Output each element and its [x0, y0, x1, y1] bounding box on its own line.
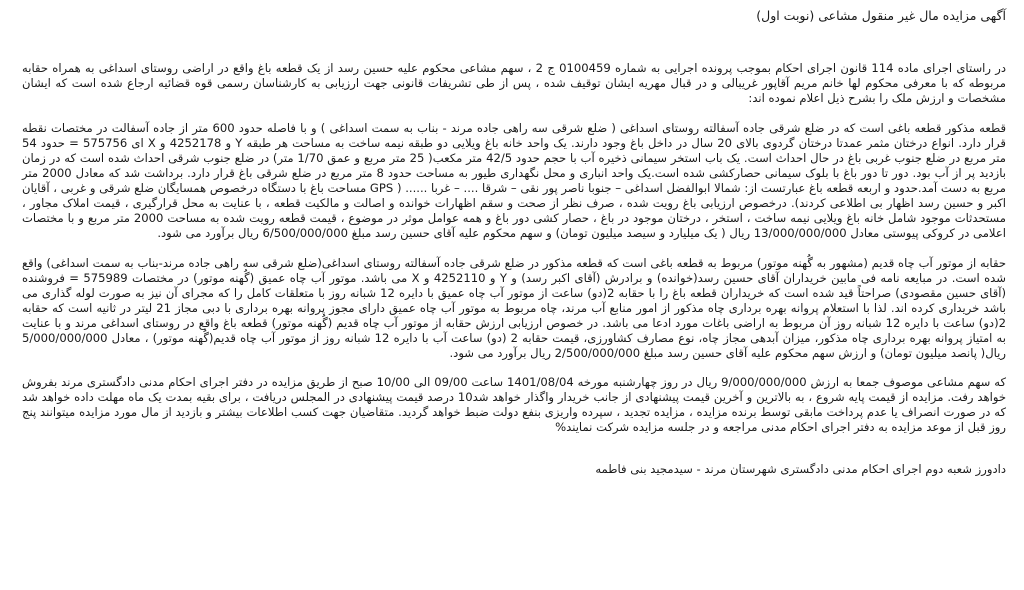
- notice-title: آگهی مزایده مال غیر منقول مشاعی (نوبت اول): [756, 8, 1006, 23]
- auction-terms-paragraph: که سهم مشاعی موصوف جمعا به ارزش 9/000/000/000 ریال در روز چهارشنبه مورخه 1401/08/04 ساعت 09/00 الی 10/00 صبح از طریق مزایده در دفتر اجرای احکام مدنی دادگستری مرند بفروش خواهد رفت. مزایده از قیمت پایه شروع ، به بالاترین و آخرین قیمت پیشنهادی از جانب خریدار واگذار خواهد شد10 درصد قیمت پیشنهادی در المجلس دریافت ، برای بقیه بمدت یک ماه مهلت داده خواهد شد که در صورت انصراف یا عدم پرداخت مابقی توسط برنده مزایده ، مزایده تجدید ، سپرده واریزی بنفع دولت ضبط خواهد گردید. متقاضیان جهت کسب اطلاعات بیشتر و بازدید از مال مورد مزایده میتوانند پنج روز قبل از موعد مزایده به دفتر اجرای احکام مدنی مراجعه و در جلسه مزایده شرکت نمایند%: [22, 375, 1006, 434]
- intro-paragraph: در راستای اجرای ماده 114 قانون اجرای احکام بموجب پرونده اجرایی به شماره 0100459 ج 2 ، سهم مشاعی محکوم علیه حسین رسد از یک قطعه باغ واقع در اراضی روستای اسداغی به همراه حقابه مربوطه که با معرفی محکوم لها خانم مریم آقاپور غریبالی و در قبال مهریه ایشان توقیف شده ، پس از طی تشریفات قانونی جهت ارزیابی به کارشناسان رسمی قوه قضائیه ارجاع شده است که ایشان مشخصات و ارزش ملک را بشرح ذیل اعلام نموده اند:: [22, 61, 1006, 105]
- property-description-paragraph: قطعه مذکور قطعه باغی است که در ضلع شرقی جاده آسفالته روستای اسداغی ( ضلع شرقی سه راهی جاده مرند - بناب به سمت اسداغی ) و با فاصله حدود 600 متر از جاده آسفالت در مختصات نقطه قرار دارد. انواع درختان مثمر عمدتا درختان گردوی بالای 20 سال در داخل باغ وجود دارند. یک واحد خانه باغ ویلایی دو طبقه نیمه ساخت به مساحت هر طبقه Y و 4252178 و X ای 575756 = حدود 54 متر مربع در ضلع جنوب غربی باغ در حال احداث است. یک باب استخر سیمانی ذخیره آب با حجم حدود 42/5 متر مکعب( 25 متر مربع و عمق 1/70 متر) در ضلع جنوب شرقی احداث شده است که در زمان بازدید پر از آب بود. دور تا دور باغ با بلوک سیمانی حصارکشی شده است.یک واحد انباری و محل نگهداری طیور به مساحت حدود 8 متر مربع در ضلع شرقی باغ قرار دارد. برداشت شد که معادل 2000 متر مربع به دست آمد.حدود و اربعه قطعه باغ عبارتست از: شمالا ابوالفضل اسداغی – جنوبا ناصر پور نقی – شرقا .... – غربا ...... ( GPS مساحت باغ با دستگاه درخصوص همسایگان ضلع شرقی و غربی ، آقایان اکبر و حسین رسد اظهار بی اطلاعی کردند). درخصوص ارزیابی باغ رویت شده ، صرف نظر از صحت و سقم اظهارات خوانده و اصالت و مالکیت قطعه ، با عنایت به محل قرارگیری ، قیمت املاک مجاور ، مستحدثات موجود شامل خانه باغ ویلایی نیمه ساخت ، استخر ، درختان موجود در باغ ، حصار کشی دور باغ و همه عوامل موثر در موضوع ، قیمت قطعه رویت شده به مساحت 2000 متر مربع و با مختصات اعلامی در کروکی پیوستی معادل 13/000/000/000 ریال ( یک میلیارد و سیصد میلیون تومان) و سهم محکوم علیه آقای حسین رسد مبلغ 6/500/000/000 ریال برآورد می شود.: [22, 121, 1007, 240]
- water-rights-paragraph: حقابه از موتور آب چاه قدیم (مشهور به گُهنه موتور) مربوط به قطعه باغی است که قطعه مذکور در ضلع شرقی جاده آسفالته روستای اسداغی(ضلع شرقی سه راهی جاده مرند-بناب به سمت اسداغی) واقع شده است. در مبایعه نامه فی مابین خریداران آقای حسین رسد(خوانده) و برادرش (آقای اکبر رسد) و Y و 4252110 و X می باشد. موتور آب چاه عمیق (گُهنه موتور) در مختصات 575989 = فروشنده (آقای حسین مقصودی) صراحتاً قید شده است که خریداران قطعه باغ را با حقابه 2(دو) ساعت از موتور آب چاه عمیق با دایره 12 شبانه روز با متعلقات کامل را که مجرای آن نیز به صورت لوله گذاری می باشد خریداری کرده اند. لذا با استعلام پروانه بهره برداری چاه مذکور از امور منابع آب مرند، چاه مربوط به موتور آب چاه عمیق دارای مجوز پروانه بهره برداری با دبی مجاز 21 لیتر در ثانیه است که حقابه 2(دو) ساعت با دایره 12 شبانه روز آن مربوط به اراضی باغات مورد ادعا می باشد. در خصوص ارزیابی ارزش حقابه از موتور آب چاه قدیم (گُهنه موتور) قطعه باغ واقع در روستای اسداغی مرند و با عنایت به امتیاز پروانه بهره برداری چاه مذکور، میزان آبدهی مجاز چاه، نوع مصارف کشاورزی، قیمت حقابه 2 (دو) ساعت آب با دایره 12 شبانه روز از موتور آب چاه قدیم(گُهنه موتور) ، معادل 5/000/000/000 ریال( پانصد میلیون تومان) و ارزش سهم محکوم علیه آقای حسین رسد مبلغ 2/500/000/000 ریال برآورد می شود.: [22, 256, 1007, 360]
- signature: دادورز شعبه دوم اجرای احکام مدنی دادگستری شهرستان مرند - سیدمجید بنی فاطمه: [595, 462, 1006, 476]
